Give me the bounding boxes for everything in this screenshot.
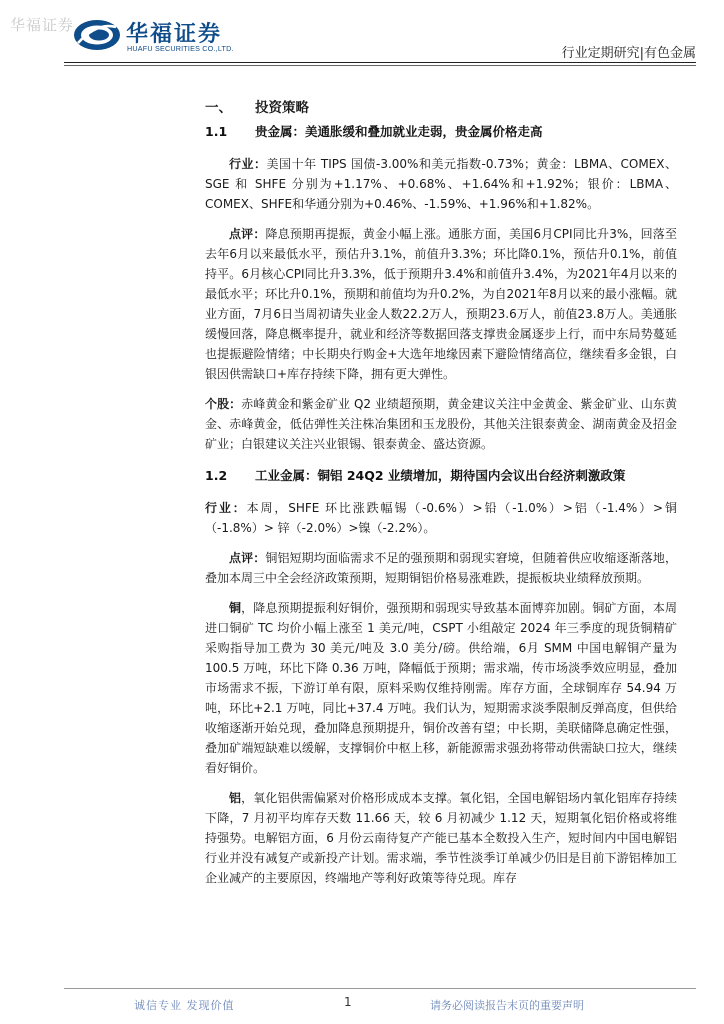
section-number: 一、 [205,100,232,116]
logo-swirl-icon [72,18,122,52]
subsection-title: 贵金属：美通胀缓和叠加就业走弱，贵金属价格走高 [255,124,543,139]
subsection-heading-1 [205,122,677,142]
comment-paragraph: 点评：降息预期再提振，黄金小幅上涨。通胀方面，美国6月CPI同比升3%，回落至去年6月以来最低水平，预估升3.1%，前值升3.3%；环比降0.1%，预估升0.1%，前值持平。6月核心CPI同比升3.3%，低于预期升3.4%和前值升3.4%，为2021年4月以来的最低水平；环比升0.1%，预期和前值均为升0.2%，为自2021年8月以来的最小涨幅。就业方面，7月6日当周初请失业金人数22.2万人，预期23.6万人，前值23.8万人。美通胀缓慢回落，降息概率提升，就业和经济等数据回落支撑贵金属逐步上行，而中东局势蔓延也提振避险情绪；中长期央行购金+大选年地缘因素下避险情绪高位，继续看多金银，白银因供需缺口+库存持续下降，拥有更大弹性。 [205,227,677,381]
industry-paragraph: 行业：美国十年 TIPS 国债-3.00%和美元指数-0.73%；黄金：LBMA、COMEX、SGE 和 SHFE 分别为+1.17%、+0.68%、+1.64%和+1.92%；银价：LBMA、COMEX、SHFE和华通分别为+0.46%、-1.59%、+1.96%和+1.82%。 [205,157,677,211]
header-divider [64,62,696,63]
report-category: 行业定期研究|有色金属 [561,46,696,61]
comment-paragraph: 点评：铜铝短期均面临需求不足的强预期和弱现实窘境，但随着供应收缩逐渐落地，叠加本周三中全会经济政策预期，短期铜铝价格易涨难跌，提振板块业绩释放预期。 [205,551,677,585]
subsection-heading-2 [205,466,677,486]
subsection-number: 1.2 [205,468,228,483]
footer-slogan: 诚信专业 发现价值 [134,999,235,1012]
logo-text-en: HUAFU SECURITIES CO.,LTD. [127,44,234,53]
watermark: 华福证券 [10,16,75,34]
stock-paragraph: 个股：赤峰黄金和紫金矿业 Q2 业绩超预期，黄金建议关注中金黄金、紫金矿业、山东黄金、赤峰黄金，低估弹性关注株冶集团和玉龙股份，其他关注银泰黄金、湖南黄金及招金矿业；白银建议关注兴业银锡、银泰黄金、盛达资源。 [205,397,677,451]
company-logo [72,16,240,56]
subsection-number: 1.1 [205,124,228,139]
footer-divider [64,988,696,989]
copper-paragraph: 铜，降息预期提振利好铜价，强预期和弱现实导致基本面博弈加剧。铜矿方面，本周进口铜矿 TC 均价小幅上涨至 1 美元/吨，CSPT 小组敲定 2024 年三季度的现货铜精矿采购指导加工费为 30 美元/吨及 3.0 美分/磅。供给端，6月 SMM 中国电解铜产量为 100.5 万吨，环比下降 0.36 万吨，降幅低于预期；需求端，传市场淡季效应明显，叠加市场需求不振，下游订单有限，原料采购仅维持刚需。库存方面，全球铜库存 54.94 万吨，环比+2.1 万吨，同比+37.4 万吨。我们认为，短期需求淡季限制反弹高度，但供给收缩逐渐开始兑现，叠加降息预期提升，铜价改善有望；中长期，美联储降息确定性强，叠加矿端短缺难以缓解，支撑铜价中枢上移，新能源需求强劲将带动供需缺口拉大，继续看好铜价。 [205,601,677,775]
report-body [205,96,677,888]
section-title: 投资策略 [255,100,309,116]
section-heading [205,96,677,116]
page-number: 1 [344,995,352,1009]
subsection-title: 工业金属：铜铝 24Q2 业绩增加，期待国内会议出台经济刺激政策 [255,468,626,483]
logo-text-cn: 华福证券 [126,22,223,47]
aluminum-paragraph: 铝，氧化铝供需偏紧对价格形成成本支撑。氧化铝，全国电解铝场内氧化铝库存持续下降，7 月初平均库存天数 11.66 天，较 6 月初减少 1.12 天，短期氧化铝价格或将维持强势。电解铝方面，6 月份云南待复产产能已基本全数投入生产，短时间内中国电解铝行业并没有减复产或新投产计划。需求端，季节性淡季订单减少仍旧是目前下游铝棒加工企业减产的主要原因，终端地产等利好政策等待兑现。库存 [205,791,677,885]
footer-disclaimer: 请务必阅读报告末页的重要声明 [430,999,584,1012]
header-divider-thin [64,65,696,66]
industry-paragraph: 行业：本周，SHFE 环比涨跌幅锡（-0.6%）>铅（-1.0%）>铝（-1.4%）>铜（-1.8%）> 锌（-2.0%）>镍（-2.2%）。 [205,501,677,535]
